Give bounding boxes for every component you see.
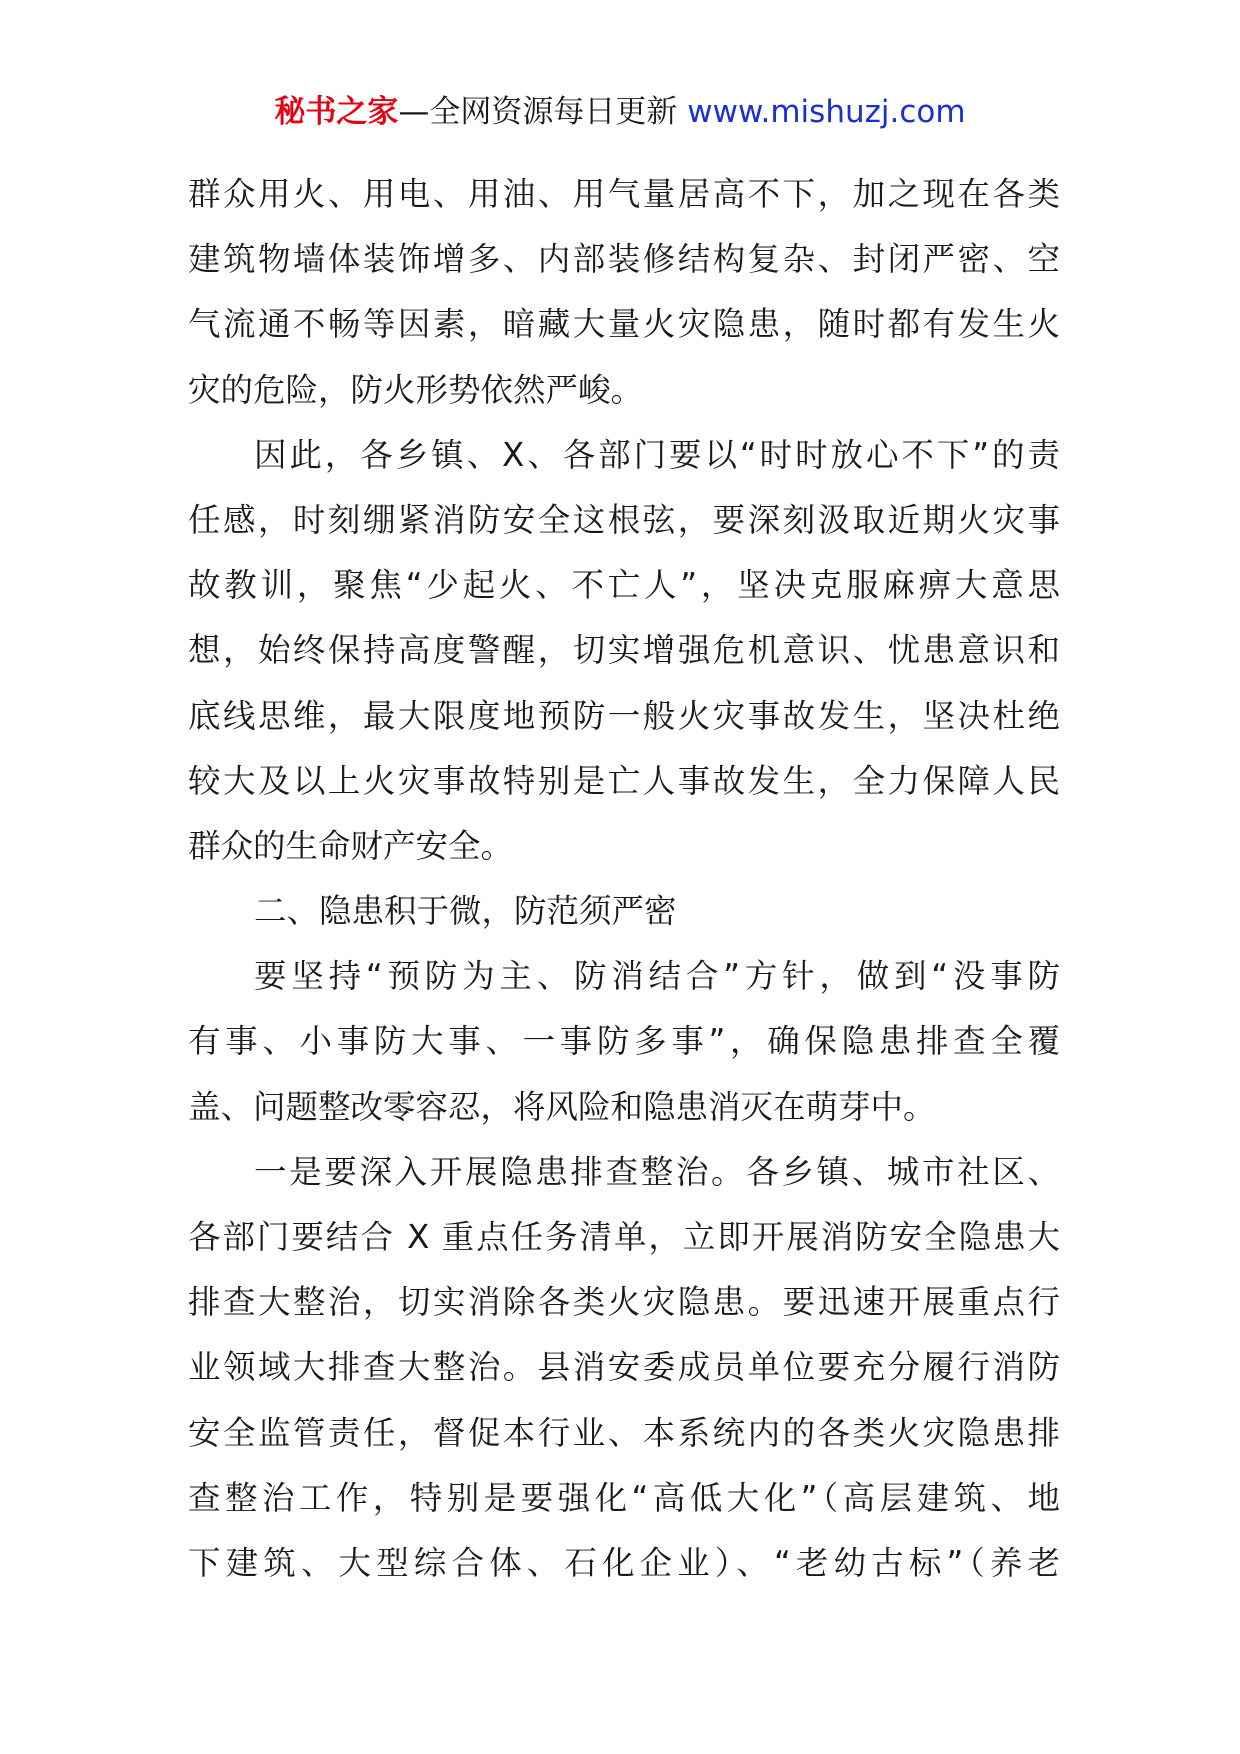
text-line: 想，始终保持高度警醒，切实增强危机意识、忧患意识和 [188, 631, 1060, 670]
site-brand: 秘书之家 [274, 94, 399, 130]
paragraph-first-line: 一是要深入开展隐患排查整治。各乡镇、城市社区、 [254, 1152, 1060, 1191]
text-line: 建筑物墙体装饰增多、内部装修结构复杂、封闭严密、空 [188, 240, 1060, 279]
site-url-link[interactable]: www.mishuzj.com [687, 94, 966, 130]
document-body [188, 162, 1060, 1596]
text-line: 较大及以上火灾事故特别是亡人事故发生，全力保障人民 [188, 761, 1060, 800]
text-line: 灾的危险，防火形势依然严峻。 [188, 370, 644, 409]
section-heading: 二、隐患积于微，防范须严密 [254, 892, 677, 931]
text-line: 故教训，聚焦“少起火、不亡人”，坚决克服麻痹大意思 [188, 566, 1060, 605]
text-line: 任感，时刻绷紧消防安全这根弦，要深刻汲取近期火灾事 [188, 500, 1060, 539]
text-line: 群众的生命财产安全。 [188, 826, 514, 865]
paragraph-first-line: 因此，各乡镇、X、各部门要以“时时放心不下”的责 [254, 435, 1060, 474]
site-header [0, 92, 1240, 132]
text-line: 业领域大排查大整治。县消安委成员单位要充分履行消防 [188, 1348, 1060, 1387]
text-line: 查整治工作，特别是要强化“高低大化”（高层建筑、地 [188, 1478, 1060, 1517]
text-line: 底线思维，最大限度地预防一般火灾事故发生，坚决杜绝 [188, 696, 1060, 735]
site-tagline: —全网资源每日更新 [398, 94, 688, 130]
text-line: 排查大整治，切实消除各类火灾隐患。要迅速开展重点行 [188, 1283, 1060, 1322]
text-line: 有事、小事防大事、一事防多事”，确保隐患排查全覆 [188, 1022, 1060, 1061]
text-line: 各部门要结合 X 重点任务清单，立即开展消防安全隐患大 [188, 1218, 1060, 1256]
text-line: 盖、问题整改零容忍，将风险和隐患消灭在萌芽中。 [188, 1087, 936, 1126]
text-line: 安全监管责任，督促本行业、本系统内的各类火灾隐患排 [188, 1413, 1060, 1452]
text-line: 气流通不畅等因素，暗藏大量火灾隐患，随时都有发生火 [188, 305, 1060, 344]
paragraph-first-line: 要坚持“预防为主、防消结合”方针，做到“没事防 [254, 957, 1060, 996]
text-line: 群众用火、用电、用油、用气量居高不下，加之现在各类 [188, 175, 1060, 213]
text-line: 下建筑、大型综合体、石化企业）、“老幼古标”（养老 [188, 1543, 1060, 1582]
